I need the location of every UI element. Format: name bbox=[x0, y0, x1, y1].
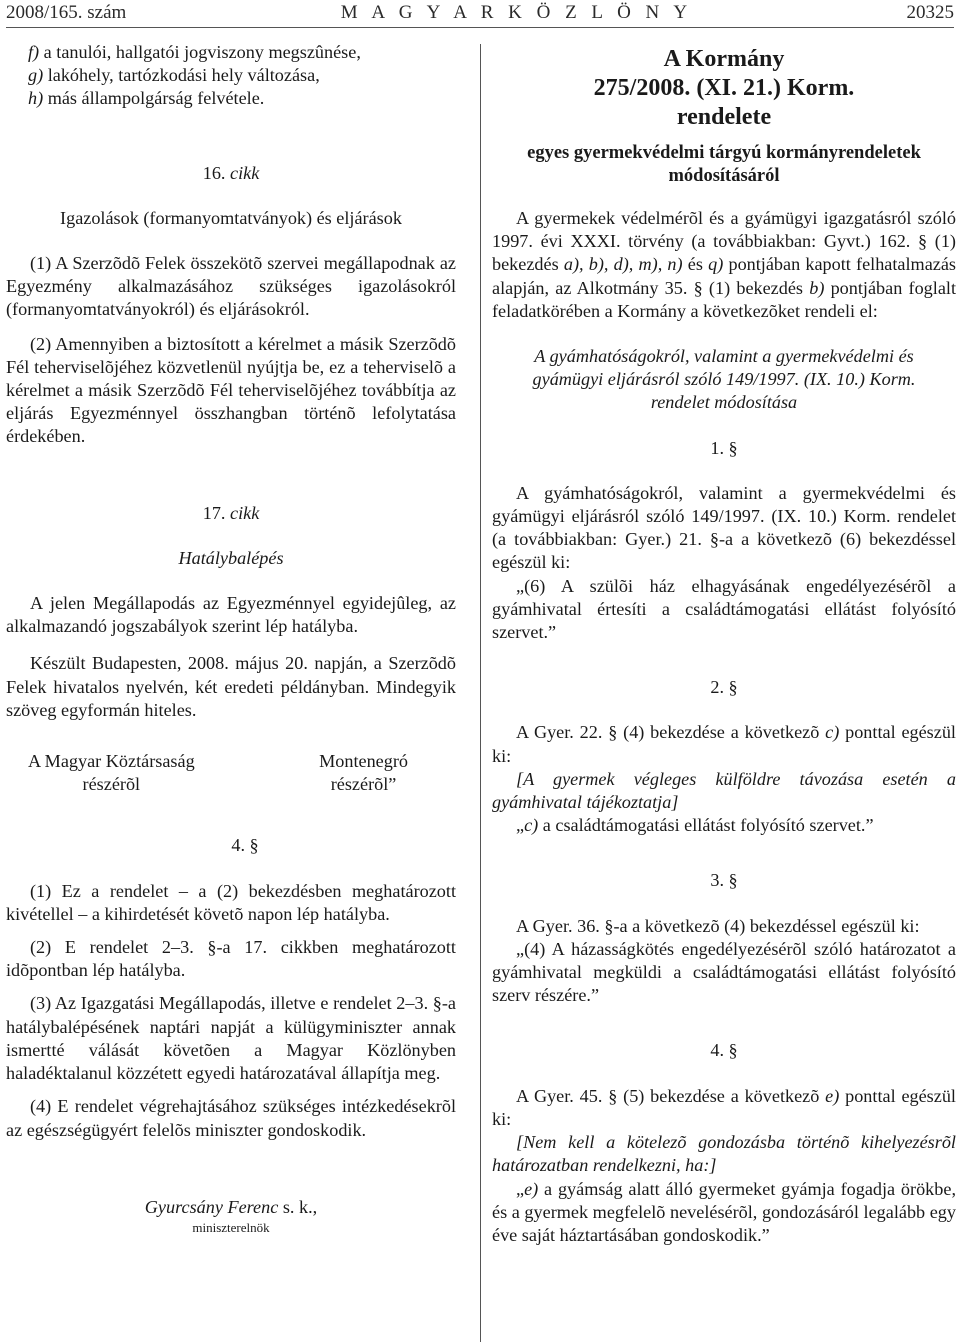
section-4-right-para: A Gyer. 45. § (5) bekezdése a következõ e) ponttal egészül ki: bbox=[492, 1085, 956, 1129]
subheading: A gyámhatóságokról, valamint a gyermekvédelmi és gyámügyi eljárásról szóló 149/1997. (IX. 10.) Korm. rendelet módosítása bbox=[532, 346, 916, 413]
signer: Gyurcsány Ferenc s. k., bbox=[144, 1196, 318, 1217]
column-divider bbox=[480, 44, 481, 1342]
article-17-para: A jelen Megállapodás az Egyezménnyel egyidejûleg, az alkalmazandó jogszabályok szerint lép hatályba. bbox=[6, 593, 456, 637]
decree-subtitle: egyes gyermekvédelmi tárgyú kormányrendeletek módosításáról bbox=[527, 143, 921, 186]
right-column bbox=[492, 36, 956, 1247]
decree-type: rendelete bbox=[676, 104, 772, 130]
section-3-heading: 3. § bbox=[710, 870, 738, 891]
header-issue: 2008/165. szám bbox=[6, 2, 127, 23]
article-17-title: Hatálybalépés bbox=[178, 547, 284, 568]
article-16-para-1: (1) A Szerzõdõ Felek összekötõ szervei megállapodnak az Egyezmény alkalmazásához szükséges igazolásokról (formanyomtatványokról) és eljárásokról. bbox=[6, 253, 456, 320]
decree-number: 275/2008. (XI. 21.) Korm. bbox=[593, 75, 855, 101]
made-in-statement: Készült Budapesten, 2008. május 20. napján, a Szerzõdõ Felek hivatalos nyelvén, két eredeti példányban. Mindegyik szöveg egyformán hiteles. bbox=[6, 653, 456, 720]
section-3-quote: „(4) A házasságkötés engedélyezésérõl szóló határozatot a gyámhivatal megküldi a családtámogatási ellátást folyósító szerv részére.” bbox=[492, 938, 956, 1006]
signature-hungary: A Magyar Köztársaság részérõl bbox=[28, 751, 195, 795]
list-item: f) a tanulói, hallgatói jogviszony megszûnése, bbox=[28, 42, 361, 62]
section-4-para-1: (1) Ez a rendelet – a (2) bekezdésben meghatározott kivétellel – a kihirdetését követõ napon lép hatályba. bbox=[6, 880, 456, 924]
left-column bbox=[6, 36, 456, 1237]
section-2-context: [A gyermek végleges külföldre távozása esetén a gyámhivatal tájékoztatja] bbox=[492, 768, 956, 813]
page-header bbox=[6, 2, 954, 26]
section-3-para: A Gyer. 36. §-a a következõ (4) bekezdéssel egészül ki: bbox=[516, 915, 920, 936]
section-4-para-2: (2) E rendelet 2–3. §-a 17. cikkben meghatározott idõpontban lép hatályba. bbox=[6, 937, 456, 981]
list-items bbox=[6, 41, 456, 111]
section-1-quote: „(6) A szülõi ház elhagyásának engedélyezésérõl a gyámhivatal értesíti a családtámogatási ellátást folyósító szervet.” bbox=[492, 575, 956, 643]
signature-montenegro: Montenegró részérõl” bbox=[319, 751, 408, 795]
signer-role: miniszterelnök bbox=[192, 1219, 270, 1235]
article-16-para-2: (2) Amennyiben a biztosított a kérelmet a másik Szerzõdõ Fél teherviselõjéhez közvetlenül nyújtja be, ez a teherviselõ a kérelmet a másik Szerzõdõ Fél teherviselõjéhez továbbítja az eljárás Egyezménnyel összhangban történõ lefolytatása érdekében. bbox=[6, 333, 456, 447]
section-4-right-context: [Nem kell a kötelezõ gondozásba történõ kihelyezésrõl határozatban rendelkezni, ha:] bbox=[492, 1132, 956, 1176]
header-rule bbox=[6, 27, 954, 28]
section-1-para: A gyámhatóságokról, valamint a gyermekvédelmi és gyámügyi eljárásról szóló 149/1997. (IX. 10.) Korm. rendelet (a továbbiakban: Gyer.) 21. §-a a következõ (6) bekezdéssel egészül ki: bbox=[492, 482, 956, 573]
section-2-heading: 2. § bbox=[710, 677, 738, 698]
section-4-heading: 4. § bbox=[231, 835, 259, 856]
article-17-heading: 17. cikk bbox=[202, 502, 260, 523]
section-4-para-3: (3) Az Igazgatási Megállapodás, illetve e rendelet 2–3. §-a hatálybalépésének naptári napját a külügyminiszter annak ismertté válását követõen a Magyar Közlönyben haladéktalanul közzétett egyedi határozatával állapítja meg. bbox=[6, 993, 456, 1084]
article-16-heading: 16. cikk bbox=[202, 162, 260, 183]
section-1-heading: 1. § bbox=[710, 437, 738, 458]
list-item: g) lakóhely, tartózkodási hely változása, bbox=[28, 65, 320, 86]
section-4-right-quote: „e) a gyámság alatt álló gyermeket gyámja fogadja örökbe, és a gyermek megfelelõ nevelésérõl, gondozásáról legalább egy éve saját háztartásában gondoskodik.” bbox=[492, 1178, 956, 1245]
header-journal-title: M A G Y A R K Ö Z L Ö N Y bbox=[340, 2, 693, 23]
signature-block bbox=[6, 750, 456, 796]
section-4-right-heading: 4. § bbox=[710, 1040, 738, 1061]
article-16-title: Igazolások (formanyomtatványok) és eljárások bbox=[60, 207, 402, 228]
section-4-para-4: (4) E rendelet végrehajtásához szükséges intézkedésekrõl az egészségügyért felelõs miniszter gondoskodik. bbox=[6, 1096, 456, 1140]
decree-issuer: A Kormány bbox=[663, 46, 785, 72]
header-page-number: 20325 bbox=[906, 2, 954, 23]
list-item: h) más állampolgárság felvétele. bbox=[28, 88, 265, 109]
section-2-quote: „c) a családtámogatási ellátást folyósító szervet.” bbox=[516, 815, 874, 836]
decree-intro: A gyermekek védelmérõl és a gyámügyi igazgatásról szóló 1997. évi XXXI. törvény (a továbbiakban: Gyvt.) 162. § (1) bekezdés a), b), d), m), n) és q) pontjában kapott felhatalmazás alapján, az Alkotmány 35. § (1) bekezdés b) pontjában foglalt feladatkörében a Kormány a következõket rendeli el: bbox=[492, 208, 956, 321]
section-2-para: A Gyer. 22. § (4) bekezdése a következõ c) ponttal egészül ki: bbox=[492, 722, 956, 766]
